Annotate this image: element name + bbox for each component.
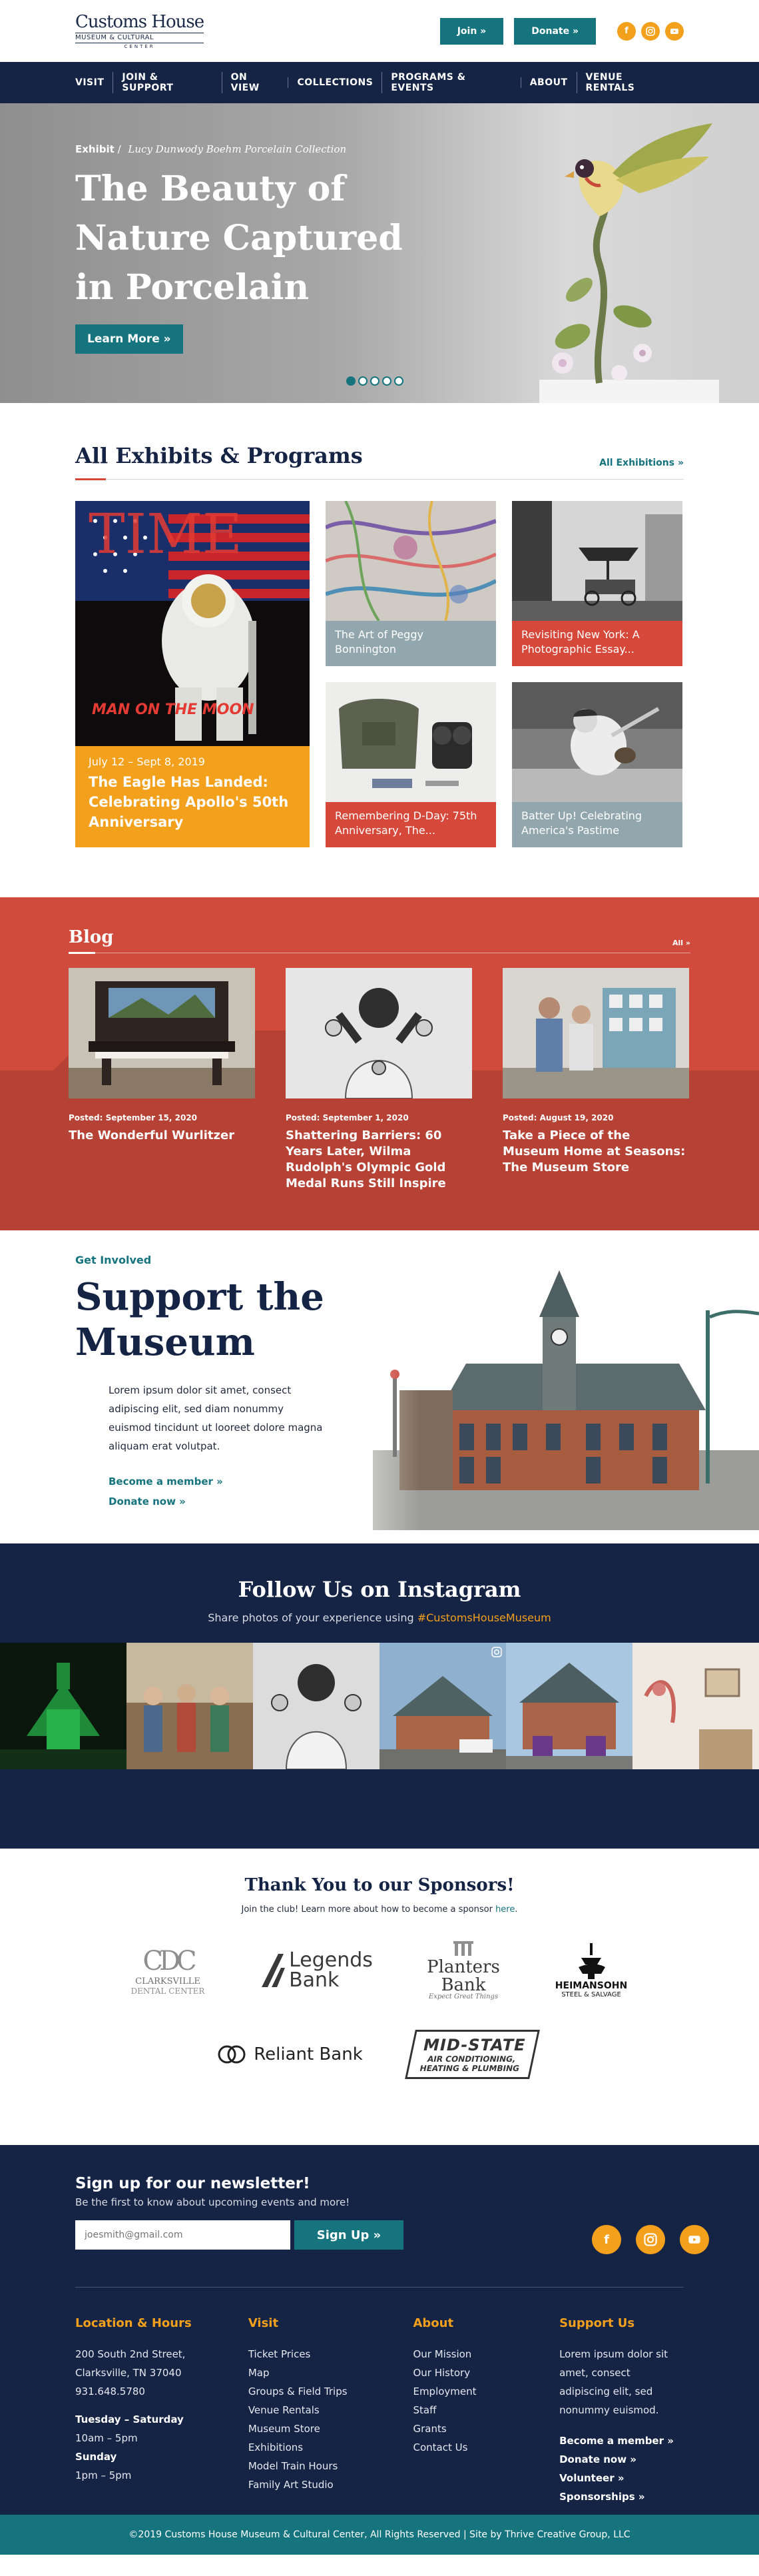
exhibit-row [326,682,678,847]
baseball-player-image [512,682,682,802]
logo-line-3: CENTER [124,43,155,49]
hero-kicker-type: Exhibit [75,143,115,155]
blog-header [69,927,690,953]
exhibit-feature-caption [75,746,310,847]
newsletter-sub: Be the first to know about upcoming events and more! [75,2196,350,2208]
blog-section [0,897,759,1230]
instagram-icon[interactable] [641,22,660,41]
footer-social [592,2225,709,2254]
footer-about-column [413,2314,559,2506]
sponsor-name: Legends [289,1948,373,1972]
instagram-section [0,1543,759,1849]
footer-link[interactable]: Our Mission [413,2348,472,2360]
copyright-bar: ©2019 Customs House Museum & Cultural Center, All Rights Reserved | Site by Thrive Creative Group, LLC [0,2515,759,2555]
become-member-link[interactable]: Become a member » [109,1476,223,1488]
heimansohn-anvil-icon [575,1943,608,1980]
sponsor-mid-state-logo[interactable] [403,2021,543,2088]
exhibit-feature-date: July 12 – Sept 8, 2019 [89,755,205,768]
hero-kicker-divider: / [117,143,121,155]
instagram-icon [491,1647,502,1657]
slider-dot-4[interactable] [382,376,391,386]
exhibit-card-title: Batter Up! Celebrating America's Pastime [512,802,682,847]
footer-link[interactable]: Model Train Hours [248,2460,338,2472]
poster-caption: MAN ON THE MOON [92,701,254,718]
blog-post-date: Posted: September 1, 2020 [286,1113,409,1122]
blog-heading: Blog [69,927,114,947]
support-body: Lorem ipsum dolor sit amet, consect adipiscing elit, sed diam nonummy euismod tincidunt ut looreet dolore magna aliquam erat volutpat. [109,1384,323,1452]
footer-link[interactable]: Contact Us [413,2441,468,2453]
poster-masthead: TIME [89,503,242,566]
sponsor-tag: Expect Great Things [428,1992,499,2000]
instagram-photo[interactable] [632,1643,759,1769]
sponsors-sub-text: Join the club! Learn more about how to become a sponsor [241,1905,496,1915]
footer-columns [75,2314,684,2506]
footer-link[interactable]: Staff [413,2404,437,2416]
header-social [617,22,684,41]
hero-slider [0,103,759,403]
sponsor-name: MID-STATE [421,2036,528,2054]
instagram-heading: Follow Us on Instagram [238,1577,521,1602]
logo-line-2: MUSEUM & CULTURAL [75,33,204,43]
exhibit-small-cards [326,501,678,847]
newsletter-title: Sign up for our newsletter! [75,2175,310,2192]
footer-link[interactable]: Museum Store [248,2423,320,2435]
nav-item-visit[interactable]: VISIT [75,77,105,88]
instagram-photo[interactable] [0,1643,126,1769]
instagram-photo[interactable] [126,1643,253,1769]
sign-up-button[interactable]: Sign Up » [294,2220,403,2250]
sponsors-section [0,1849,759,2145]
slider-dot-5[interactable] [394,376,403,386]
exhibit-card-title: Remembering D-Day: 75th Anniversary, The... [326,802,496,847]
nav-item-venue-rentals[interactable]: VENUE RENTALS [577,72,684,93]
sponsor-mark: CDC [142,1945,193,1976]
sponsor-reliant-bank-logo[interactable] [216,2021,363,2088]
sponsor-sub: DENTAL CENTER [130,1986,205,1996]
footer-support-body: Lorem ipsum dolor sit amet, consect adipiscing elit, sed nonummy euismod. [559,2348,668,2416]
footer-hours-days: Sunday [75,2451,117,2463]
exhibit-feature-title: The Eagle Has Landed: Celebrating Apollo's 50th Anniversary [89,774,289,830]
footer-visit-heading: Visit [248,2316,279,2330]
blog-post-title: Take a Piece of the Museum Home at Seasons: The Museum Store [503,1128,686,1174]
footer-phone[interactable]: 931.648.5780 [75,2385,145,2397]
support-kicker: Get Involved [75,1254,152,1266]
facebook-icon[interactable]: f [617,22,636,41]
blog-post-title: Shattering Barriers: 60 Years Later, Wilma Rudolph's Olympic Gold Medal Runs Still Inspire [286,1128,446,1190]
sponsor-name: Reliant Bank [254,2044,363,2064]
sponsor-name: Planters [427,1956,500,1977]
donate-now-link[interactable]: Donate now » [109,1496,186,1507]
new-york-photo-image [512,501,682,621]
header-actions [440,18,684,45]
sponsors-sub [0,1905,759,1915]
site-logo[interactable] [75,13,204,49]
exhibit-card-d-day[interactable] [326,682,496,847]
footer-hours-time: 10am – 5pm [75,2432,138,2444]
slider-dot-1[interactable] [346,376,356,386]
sponsor-planters-bank-logo[interactable] [417,1937,510,2004]
site-footer [0,2145,759,2515]
exhibit-card-title: Revisiting New York: A Photographic Essay... [512,621,682,666]
sponsor-sub: Bank [441,1974,486,1995]
sponsor-sub: AIR CONDITIONING, [426,2054,517,2064]
support-content [75,1254,335,1511]
exhibit-feature-card[interactable] [75,501,310,847]
donate-button[interactable]: Donate » [514,18,596,45]
main-nav [0,62,759,103]
instagram-sub-text: Share photos of your experience using [208,1611,417,1624]
footer-support-heading: Support Us [559,2316,635,2330]
blog-post-museum-store[interactable] [503,968,689,1192]
blog-all-link[interactable]: All » [672,939,690,947]
facebook-icon[interactable]: f [592,2225,621,2254]
nav-item-join-support[interactable]: JOIN & SUPPORT [113,72,221,93]
blog-post-wurlitzer[interactable] [69,968,255,1192]
exhibit-row [326,501,678,666]
heading-accent [69,952,95,954]
slider-dot-3[interactable] [370,376,380,386]
porcelain-bird-image [499,117,719,403]
hero-kicker-collection: Lucy Dunwody Boehm Porcelain Collection [128,143,347,155]
exhibit-card-batter-up[interactable] [512,682,682,847]
newsletter-email-input[interactable] [75,2220,290,2250]
customs-house-building-image [306,1257,759,1530]
footer-link[interactable]: Venue Rentals [248,2404,320,2416]
sponsors-sub-end: . [515,1905,518,1915]
instagram-hashtag-link[interactable]: #CustomsHouseMuseum [417,1611,551,1624]
sponsor-heimansohn-logo[interactable] [545,1937,638,2004]
blog-grid [69,968,690,1192]
sponsor-logos-row-2 [0,2021,759,2088]
footer-support-link[interactable]: Donate now » [559,2453,636,2465]
footer-about-heading: About [413,2316,454,2330]
sponsors-heading: Thank You to our Sponsors! [244,1875,515,1895]
exhibit-card-bonnington[interactable] [326,501,496,666]
apollo-poster-image [75,501,310,746]
legends-bank-mark-icon [258,1950,285,1990]
planters-bank-columns-icon [453,1941,473,1957]
all-exhibitions-link[interactable]: All Exhibitions » [599,458,684,468]
youtube-icon[interactable] [665,22,684,41]
sponsor-legends-bank-logo[interactable] [249,1937,382,2004]
youtube-icon[interactable] [680,2225,709,2254]
sponsor-logos-row-1 [0,1937,759,2004]
footer-address-line: 200 South 2nd Street, [75,2348,186,2360]
heading-accent [75,478,106,480]
support-section [0,1230,759,1543]
footer-location-heading: Location & Hours [75,2316,192,2330]
nav-item-on-view[interactable]: ON VIEW [222,72,288,93]
hero-content [75,143,448,354]
nav-item-programs-events[interactable]: PROGRAMS & EVENTS [381,72,520,93]
sponsor-name: CLARKSVILLE [135,1976,200,1986]
nav-item-collections[interactable]: COLLECTIONS [288,77,381,88]
footer-link[interactable]: Our History [413,2367,471,2379]
footer-support-link[interactable]: Volunteer » [559,2472,625,2484]
footer-support-link[interactable]: Become a member » [559,2435,674,2447]
wilma-rudolph-image [286,968,472,1098]
footer-link[interactable]: Ticket Prices [248,2348,311,2360]
sponsor-sub: STEEL & SALVAGE [561,1990,621,1998]
sponsor-sub: Bank [289,1968,340,1992]
footer-location-column [75,2314,248,2506]
footer-address-line: Clarksville, TN 37040 [75,2367,182,2379]
footer-hours-days: Tuesday – Saturday [75,2413,184,2425]
instagram-feed [0,1643,759,1769]
footer-link[interactable]: Family Art Studio [248,2479,334,2491]
blog-post-wilma-rudolph[interactable] [286,968,472,1192]
footer-link[interactable]: Exhibitions [248,2441,304,2453]
instagram-photo[interactable] [253,1643,380,1769]
blog-post-date: Posted: August 19, 2020 [503,1113,614,1122]
support-links [109,1472,335,1511]
sponsor-here-link[interactable]: here [495,1905,515,1915]
instagram-icon[interactable] [636,2225,665,2254]
peggy-bonnington-art-image [326,501,496,621]
footer-link[interactable]: Groups & Field Trips [248,2385,348,2397]
footer-link[interactable]: Map [248,2367,270,2379]
reliant-bank-rings-icon [216,2044,248,2064]
d-day-artifacts-image [326,682,496,802]
sponsor-name: HEIMANSOHN [555,1980,628,1991]
slider-dots [346,376,403,386]
sponsor-clarksville-dental-logo[interactable] [121,1937,214,2004]
hero-kicker [75,143,448,155]
blog-post-date: Posted: September 15, 2020 [69,1113,198,1122]
hero-title: The Beauty of Nature Captured in Porcelain [75,169,403,308]
instagram-photo[interactable] [506,1643,632,1769]
exhibits-heading: All Exhibits & Programs [75,443,363,468]
join-button[interactable]: Join » [440,18,504,45]
learn-more-button[interactable]: Learn More » [75,324,183,354]
exhibits-section [0,403,759,897]
instagram-sub [0,1611,759,1624]
sponsor-tag: HEATING & PLUMBING [419,2064,521,2073]
exhibits-grid [75,501,684,847]
footer-hours-time: 1pm – 5pm [75,2469,132,2481]
wurlitzer-piano-image [69,968,255,1098]
footer-link[interactable]: Grants [413,2423,447,2435]
footer-link[interactable]: Employment [413,2385,477,2397]
nav-item-about[interactable]: ABOUT [521,77,577,88]
exhibit-card-title: The Art of Peggy Bonnington [326,621,496,666]
site-header [0,0,759,62]
footer-support-column [559,2314,684,2506]
support-title: Support the Museum [75,1275,324,1364]
blog-post-title: The Wonderful Wurlitzer [69,1128,235,1142]
slider-dot-2[interactable] [358,376,368,386]
instagram-photo[interactable] [380,1643,506,1769]
exhibits-header [75,443,684,480]
footer-divider [75,2287,684,2288]
logo-line-1: Customs House [75,11,204,32]
exhibit-card-new-york[interactable] [512,501,682,666]
museum-store-image [503,968,689,1098]
footer-support-link[interactable]: Sponsorships » [559,2491,645,2503]
footer-visit-column [248,2314,413,2506]
